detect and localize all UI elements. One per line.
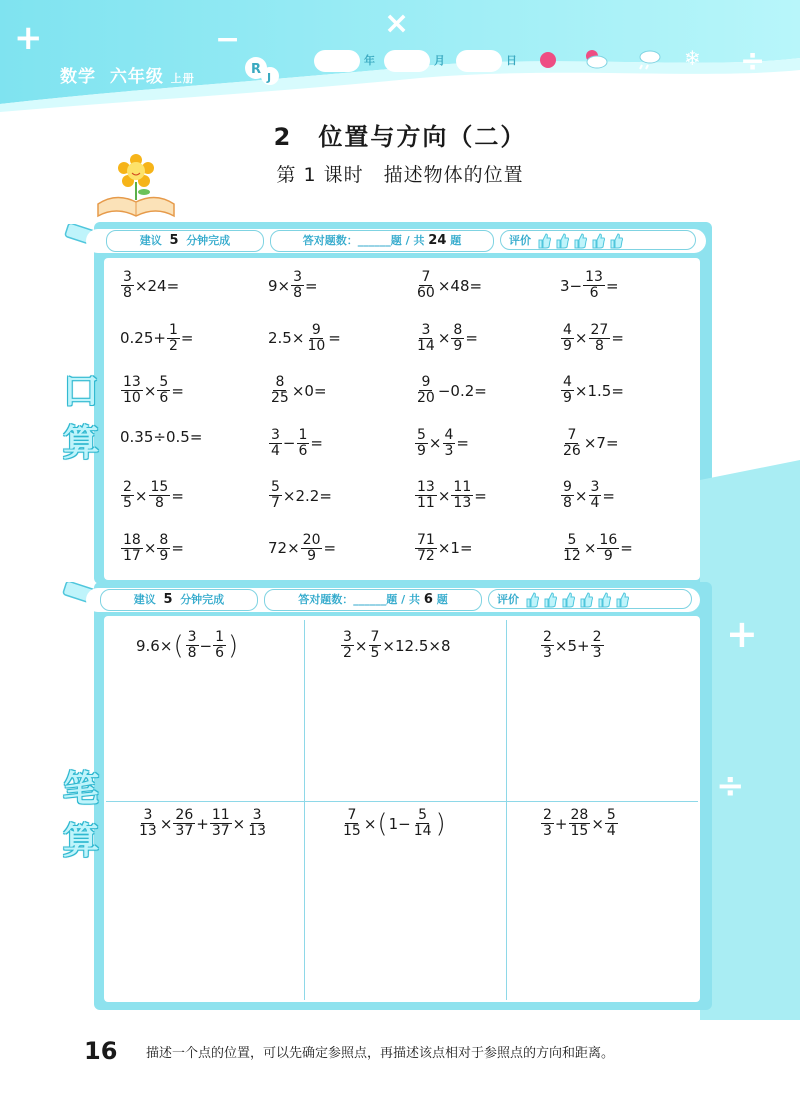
numerator: 9 — [421, 374, 431, 390]
denominator: 9 — [563, 390, 572, 406]
day-label: 日 — [506, 54, 517, 67]
row-divider — [106, 801, 698, 802]
expression-text: = — [171, 539, 184, 557]
numerator: 11 — [211, 807, 230, 823]
numerator: 11 — [453, 479, 472, 495]
thumb-icon[interactable] — [609, 233, 623, 249]
fraction — [605, 808, 618, 839]
expression-text: = — [180, 329, 194, 347]
expression-text: 72× — [268, 539, 300, 557]
oral-problem[interactable] — [560, 533, 633, 564]
thumb-icon[interactable] — [537, 233, 551, 249]
fraction — [246, 808, 268, 839]
numerator: 4 — [444, 426, 454, 443]
minus-decoration: − — [215, 22, 241, 57]
thumb-icon[interactable] — [561, 592, 575, 608]
oral-problem[interactable] — [268, 375, 327, 406]
page-number: 16 — [84, 1037, 118, 1065]
expression-text: + — [554, 814, 568, 833]
denominator: 17 — [123, 547, 141, 564]
denominator: 11 — [417, 495, 435, 511]
fraction — [157, 375, 170, 406]
fraction — [583, 270, 605, 301]
oral-rating[interactable]: 评价 — [500, 230, 696, 250]
fraction — [589, 480, 602, 511]
written-side-char: 笔 — [62, 769, 99, 810]
denominator: 6 — [159, 390, 169, 406]
expression-text: = — [605, 276, 619, 295]
expression-text: 9.6× — [136, 636, 173, 655]
fraction — [157, 533, 170, 564]
oral-problem[interactable] — [120, 533, 184, 564]
expression-text: × — [574, 329, 588, 347]
column-divider — [506, 620, 507, 1000]
expression-text: = — [323, 539, 337, 557]
expression-text: ×0= — [291, 381, 327, 400]
expression-text: ×7= — [583, 434, 619, 452]
denominator: 15 — [343, 823, 361, 839]
numerator: 2 — [543, 807, 552, 823]
expression-text: = — [474, 486, 487, 505]
cloudy-weather-icon[interactable] — [582, 48, 608, 70]
fraction — [451, 323, 464, 354]
numerator: 7 — [567, 426, 577, 443]
numerator: 2 — [592, 629, 602, 645]
fraction — [291, 270, 304, 301]
divide-decoration: ÷ — [716, 766, 745, 806]
oral-problem[interactable] — [414, 428, 469, 459]
fraction — [415, 428, 428, 459]
expression-text: − — [199, 636, 213, 655]
oral-score-field[interactable]: 答对题数：______题 / 共 24 题 — [270, 230, 494, 252]
expression-text: = — [328, 329, 341, 347]
svg-text:J: J — [267, 71, 272, 84]
oral-problem[interactable] — [560, 323, 624, 354]
fraction — [412, 808, 434, 839]
numerator: 13 — [417, 479, 435, 495]
divide-decoration: ÷ — [740, 44, 766, 79]
expression-text: ×2.2= — [282, 486, 332, 505]
day-field[interactable] — [456, 50, 502, 72]
denominator: 14 — [413, 823, 432, 839]
denominator: 5 — [123, 495, 132, 511]
expression-text: × — [143, 381, 157, 400]
numerator: 71 — [417, 531, 435, 548]
expression-text: × — [437, 329, 451, 347]
expression-text: 2.5× — [268, 329, 305, 347]
rainy-weather-icon[interactable] — [636, 48, 662, 70]
expression-text: = — [305, 276, 318, 295]
expression-text: + — [196, 814, 209, 833]
oral-problem[interactable] — [120, 270, 179, 301]
denominator: 5 — [370, 645, 380, 661]
expression-text: = — [611, 329, 624, 347]
numerator: 18 — [123, 531, 141, 548]
fraction — [269, 428, 282, 459]
denominator: 9 — [307, 547, 317, 564]
expression-text: × — [428, 434, 442, 452]
oral-problem[interactable] — [560, 270, 619, 301]
numerator: 2 — [123, 479, 132, 495]
fraction — [415, 375, 437, 406]
numerator: 4 — [563, 374, 572, 390]
fraction — [443, 428, 456, 459]
oral-problem[interactable] — [268, 428, 323, 459]
fraction — [589, 323, 611, 354]
column-divider — [304, 620, 305, 1000]
numerator: 20 — [302, 531, 321, 548]
numerator: 3 — [252, 807, 262, 823]
fraction — [121, 270, 134, 301]
numerator: 3 — [343, 629, 352, 645]
denominator: 10 — [123, 390, 141, 406]
oral-problem[interactable] — [560, 428, 619, 459]
oral-problem[interactable] — [120, 480, 184, 511]
fraction — [137, 808, 159, 839]
denominator: 6 — [589, 285, 599, 301]
expression-text: × — [591, 814, 604, 833]
denominator: 20 — [417, 390, 435, 406]
oral-problem[interactable] — [268, 480, 332, 511]
fraction — [369, 630, 382, 661]
year-field[interactable] — [314, 50, 360, 72]
numerator: 9 — [563, 479, 572, 495]
fraction — [415, 480, 437, 511]
written-time-suggestion: 建议 5 分钟完成 — [100, 589, 258, 611]
oral-side-char: 口 — [62, 371, 99, 412]
expression-text: 0.35÷0.5= — [120, 427, 203, 446]
expression-text: × — [574, 486, 588, 505]
denominator: 8 — [123, 285, 132, 301]
denominator: 9 — [603, 547, 613, 564]
numerator: 5 — [417, 426, 426, 443]
numerator: 9 — [311, 321, 321, 338]
numerator: 3 — [271, 426, 280, 443]
fraction — [415, 323, 437, 354]
numerator: 3 — [143, 807, 153, 823]
denominator: 13 — [139, 823, 157, 839]
fraction — [213, 630, 226, 661]
oral-problem[interactable] — [414, 323, 478, 354]
denominator: 72 — [417, 547, 435, 564]
fraction — [597, 533, 619, 564]
oral-side-char: 算 — [62, 423, 99, 464]
numerator: 8 — [453, 321, 463, 338]
rj-badge-icon — [242, 54, 282, 88]
written-score-field[interactable]: 答对题数：______题 / 共 6 题 — [264, 589, 482, 611]
numerator: 8 — [275, 374, 285, 390]
expression-text: × — [583, 539, 597, 557]
denominator: 4 — [271, 442, 280, 459]
expression-text: × — [134, 486, 148, 505]
year-label: 年 — [364, 54, 375, 67]
thumb-icon[interactable] — [573, 233, 587, 249]
denominator: 12 — [563, 547, 581, 564]
denominator: 6 — [215, 645, 225, 661]
expression-text: 3− — [560, 276, 583, 295]
parenthesis: ) — [228, 630, 239, 661]
expression-text: × — [159, 814, 173, 833]
numerator: 7 — [421, 269, 431, 285]
fraction — [186, 630, 199, 661]
written-problem[interactable] — [136, 630, 239, 661]
denominator: 3 — [543, 645, 552, 661]
plus-decoration: + — [726, 612, 758, 656]
fraction — [210, 808, 232, 839]
expression-text: = — [171, 486, 184, 505]
numerator: 4 — [563, 321, 572, 338]
numerator: 27 — [590, 321, 609, 338]
oral-problem[interactable] — [268, 323, 341, 354]
denominator: 6 — [298, 442, 308, 459]
oral-time-suggestion: 建议 5 分钟完成 — [106, 230, 264, 252]
expression-text: = — [171, 381, 184, 400]
numerator: 5 — [567, 531, 577, 548]
thumb-icon[interactable] — [543, 592, 557, 608]
expression-text: × — [232, 814, 246, 833]
expression-text: 1− — [388, 814, 411, 833]
numerator: 3 — [293, 269, 303, 285]
numerator: 3 — [187, 629, 197, 645]
numerator: 15 — [150, 479, 169, 495]
fraction — [297, 428, 310, 459]
fraction — [561, 428, 583, 459]
numerator: 13 — [585, 269, 603, 285]
expression-text: ×12.5×8 — [382, 636, 451, 655]
month-label: 月 — [434, 54, 445, 67]
expression-text: ×1= — [437, 539, 473, 557]
denominator: 37 — [211, 823, 230, 839]
thumb-icon[interactable] — [525, 592, 539, 608]
thumb-icon[interactable] — [615, 592, 629, 608]
month-field[interactable] — [384, 50, 430, 72]
oral-problem[interactable] — [414, 533, 473, 564]
flower-book-icon — [94, 152, 178, 220]
fraction — [173, 808, 195, 839]
sunny-weather-icon[interactable] — [540, 52, 556, 68]
expression-text: ×5+ — [554, 636, 590, 655]
denominator: 2 — [168, 337, 178, 354]
fraction — [301, 533, 323, 564]
fraction — [541, 808, 554, 839]
snowy-weather-icon[interactable]: ❄ — [684, 46, 701, 70]
fraction — [415, 270, 437, 301]
denominator: 3 — [444, 442, 454, 459]
background-wedge — [700, 460, 800, 1020]
numerator: 7 — [347, 807, 357, 823]
denominator: 13 — [248, 823, 267, 839]
written-problem[interactable] — [340, 630, 451, 661]
expression-text: ×24= — [134, 276, 180, 295]
denominator: 26 — [563, 442, 581, 459]
numerator: 5 — [271, 479, 280, 495]
denominator: 9 — [417, 442, 426, 459]
fraction — [341, 630, 354, 661]
numerator: 3 — [590, 479, 600, 495]
oral-problem[interactable] — [560, 375, 624, 406]
denominator: 2 — [343, 645, 352, 661]
written-problem[interactable] — [340, 808, 447, 839]
fraction — [561, 533, 583, 564]
numerator: 16 — [599, 531, 618, 548]
oral-problem[interactable] — [414, 480, 487, 511]
expression-text: − — [282, 434, 296, 452]
expression-text: = — [465, 329, 478, 347]
oral-problem[interactable] — [120, 375, 184, 406]
numerator: 1 — [215, 629, 225, 645]
denominator: 10 — [307, 337, 326, 354]
denominator: 3 — [543, 823, 552, 839]
oral-problem[interactable] — [120, 428, 202, 446]
fraction — [149, 480, 171, 511]
oral-problem[interactable] — [414, 375, 487, 406]
numerator: 3 — [421, 321, 431, 338]
expression-text: × — [437, 486, 451, 505]
oral-problem[interactable] — [120, 323, 193, 354]
denominator: 4 — [606, 823, 616, 839]
numerator: 1 — [168, 321, 178, 338]
svg-text:R: R — [251, 62, 262, 77]
footer-tip: 描述一个点的位置，可以先确定参照点，再描述该点相对于参照点的方向和距离。 — [146, 1046, 615, 1061]
fraction — [561, 323, 574, 354]
denominator: 8 — [154, 495, 164, 511]
denominator: 9 — [563, 337, 572, 354]
denominator: 37 — [175, 823, 194, 839]
fraction — [415, 533, 437, 564]
denominator: 15 — [570, 823, 589, 839]
numerator: 5 — [418, 807, 428, 823]
parenthesis: ( — [377, 808, 388, 839]
thumb-icon[interactable] — [591, 233, 605, 249]
written-problem[interactable] — [540, 808, 619, 839]
written-problem[interactable] — [136, 808, 269, 839]
numerator: 1 — [298, 426, 308, 443]
numerator: 2 — [543, 629, 552, 645]
fraction — [121, 375, 143, 406]
oral-problem[interactable] — [268, 533, 336, 564]
fraction — [269, 480, 282, 511]
expression-text: ×48= — [437, 276, 483, 295]
denominator: 8 — [563, 495, 572, 511]
fraction — [561, 375, 574, 406]
denominator: 25 — [271, 390, 289, 406]
denominator: 9 — [453, 337, 463, 354]
denominator: 13 — [453, 495, 472, 511]
expression-text: ×1.5= — [574, 381, 624, 400]
numerator: 13 — [123, 374, 141, 390]
lesson-title: 第 1 课时 描述物体的位置 — [276, 164, 524, 186]
expression-text: 0.25+ — [120, 329, 166, 347]
thumb-icon[interactable] — [597, 592, 611, 608]
written-side-char: 算 — [62, 821, 99, 862]
fraction — [591, 630, 604, 661]
denominator: 3 — [592, 645, 602, 661]
expression-text: = — [456, 434, 469, 452]
oral-problem[interactable] — [414, 270, 482, 301]
fraction — [121, 533, 143, 564]
fraction — [541, 630, 554, 661]
fraction — [451, 480, 473, 511]
expression-text: = — [310, 434, 323, 452]
oral-problem[interactable] — [268, 270, 318, 301]
numerator: 8 — [159, 531, 169, 548]
numerator: 28 — [570, 807, 589, 823]
denominator: 4 — [590, 495, 600, 511]
denominator: 8 — [594, 337, 604, 354]
header-subject: 数学 六年级 上册 — [60, 67, 195, 87]
numerator: 3 — [123, 269, 132, 285]
fraction — [269, 375, 291, 406]
expression-text: = — [602, 486, 615, 505]
plus-decoration: + — [14, 18, 43, 58]
numerator: 5 — [606, 807, 616, 823]
fraction — [167, 323, 180, 354]
expression-text: × — [143, 539, 157, 557]
denominator: 9 — [159, 547, 169, 564]
fraction — [341, 808, 363, 839]
fraction — [121, 480, 134, 511]
fraction — [569, 808, 591, 839]
denominator: 7 — [271, 495, 280, 511]
numerator: 5 — [159, 374, 169, 390]
denominator: 8 — [187, 645, 197, 661]
written-problem[interactable] — [540, 630, 605, 661]
expression-text: × — [354, 636, 368, 655]
chapter-title: 2 位置与方向（二） — [273, 123, 527, 151]
expression-text: = — [620, 539, 633, 557]
oral-problem[interactable] — [560, 480, 615, 511]
thumb-icon[interactable] — [555, 233, 569, 249]
expression-text: × — [363, 814, 377, 833]
multiply-decoration: × — [384, 6, 410, 41]
denominator: 8 — [293, 285, 303, 301]
expression-text: −0.2= — [437, 381, 487, 400]
fraction — [305, 323, 327, 354]
expression-text: 9× — [268, 276, 291, 295]
fraction — [561, 480, 574, 511]
numerator: 7 — [370, 629, 380, 645]
parenthesis: ( — [173, 630, 184, 661]
numerator: 26 — [175, 807, 194, 823]
denominator: 60 — [417, 285, 435, 301]
written-rating[interactable]: 评价 — [488, 589, 692, 609]
thumb-icon[interactable] — [579, 592, 593, 608]
denominator: 14 — [417, 337, 435, 354]
parenthesis: ) — [435, 808, 446, 839]
